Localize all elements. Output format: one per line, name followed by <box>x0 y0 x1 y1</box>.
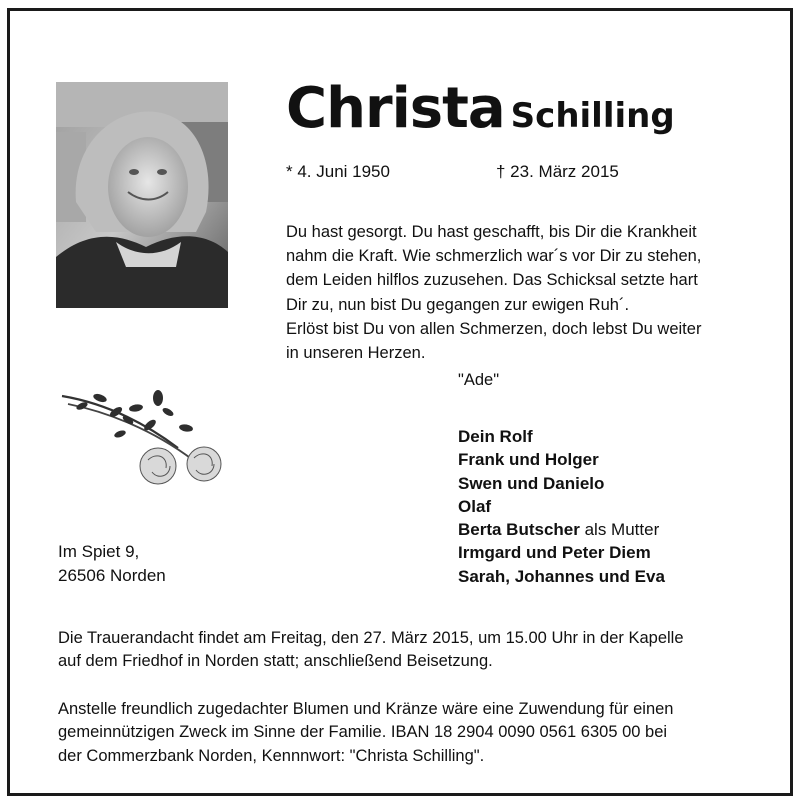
mourner: Berta Butscher als Mutter <box>458 520 660 540</box>
birth-date: * 4. Juni 1950 <box>286 162 390 181</box>
poem-line: nahm die Kraft. Wie schmerzlich war´s vor Dir zu stehen, <box>286 247 702 266</box>
donation-notice <box>58 698 768 768</box>
poem-line: in unseren Herzen. <box>286 344 426 363</box>
portrait-photo <box>56 82 228 308</box>
address-street: Im Spiet 9, <box>58 542 140 561</box>
roses-icon <box>58 390 230 494</box>
first-name: Christa <box>286 76 505 141</box>
farewell-word: "Ade" <box>458 371 500 389</box>
service-notice <box>58 627 768 674</box>
donation-line: gemeinnützigen Zweck im Sinne der Familie. IBAN 18 2904 0090 0561 6305 00 bei <box>58 723 668 742</box>
mourner: Sarah, Johannes und Eva <box>458 566 665 586</box>
death-date: † 23. März 2015 <box>496 162 619 181</box>
service-line: Die Trauerandacht findet am Freitag, den 27. März 2015, um 15.00 Uhr in der Kapelle <box>58 629 684 647</box>
address-city: 26506 Norden <box>58 566 166 585</box>
service-line: auf dem Friedhof in Norden statt; anschließend Beisetzung. <box>58 652 493 671</box>
deceased-name <box>286 76 675 141</box>
poem-line: Dir zu, nun bist Du gegangen zur ewigen Ruh´. <box>286 295 630 314</box>
poem-line: Du hast gesorgt. Du hast geschafft, bis Dir die Krankheit <box>286 223 697 241</box>
poem <box>286 220 746 365</box>
donation-line: der Commerzbank Norden, Kennnwort: "Christa Schilling". <box>58 746 485 765</box>
mourner: Irmgard und Peter Diem <box>458 543 651 563</box>
poem-line: dem Leiden hilflos zuzusehen. Das Schicksal setzte hart <box>286 271 698 290</box>
mourner: Frank und Holger <box>458 450 599 470</box>
donation-line: Anstelle freundlich zugedachter Blumen und Kränze wäre eine Zuwendung für einen <box>58 700 674 718</box>
mourner: Swen und Danielo <box>458 473 605 493</box>
mourners-list <box>458 425 665 588</box>
mourner: Olaf <box>458 496 492 516</box>
mourner: Dein Rolf <box>458 427 533 446</box>
family-address <box>58 540 166 588</box>
poem-line: Erlöst bist Du von allen Schmerzen, doch lebst Du weiter <box>286 319 702 338</box>
last-name: Schilling <box>510 96 675 136</box>
